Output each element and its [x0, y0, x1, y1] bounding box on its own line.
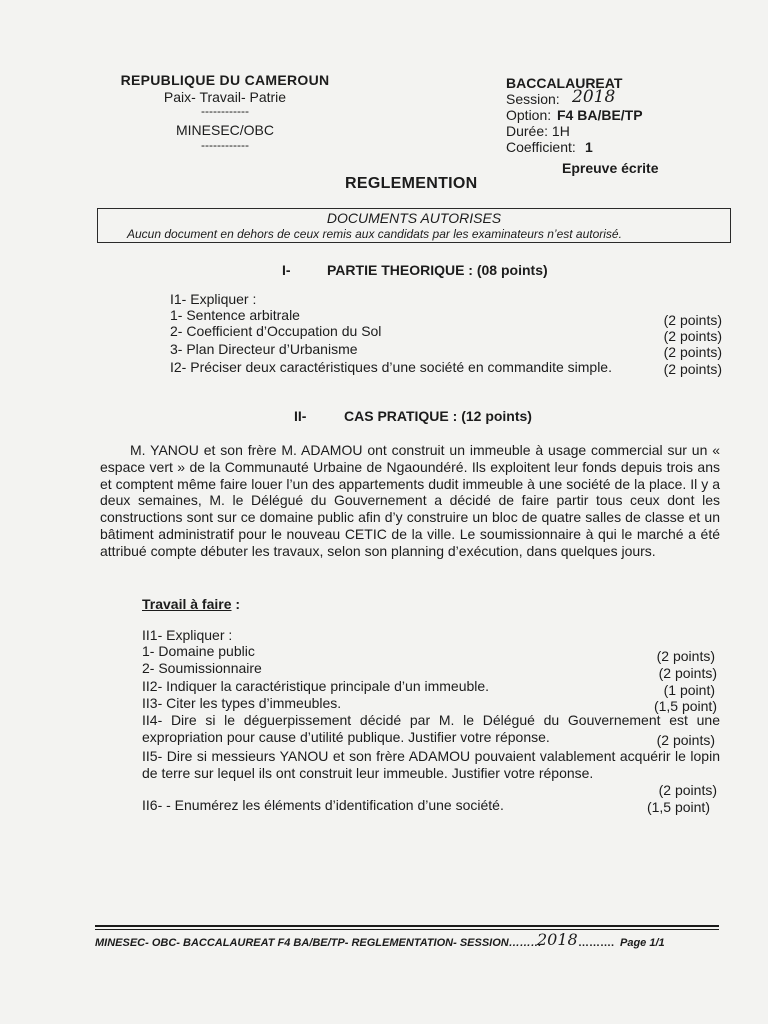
question-points: (1 point) [663, 682, 715, 698]
question-line: II1- Expliquer : [142, 627, 233, 643]
ministry-name: MINESEC/OBC [175, 122, 274, 138]
question-line: II4- Dire si le déguerpissement décidé par M. le Délégué du Gouvernement est une expropriation pour cause d’utilité publique. Justifier votre réponse. [142, 712, 720, 745]
question-line: II2- Indiquer la caractéristique principale d’un immeuble. [142, 678, 490, 694]
page-number: Page 1/1 [620, 937, 665, 949]
question-points: (2 points) [658, 782, 717, 798]
part1-number: I- [282, 262, 291, 278]
question-points: (2 points) [658, 665, 717, 681]
work-heading-label: Travail à faire [142, 596, 232, 612]
question-line: II3- Citer les types d’immeubles. [142, 695, 342, 711]
footer-year-handwritten: 2018 [537, 930, 578, 949]
part2-title: CAS PRATIQUE : (12 points) [344, 408, 532, 424]
work-heading-colon: : [231, 596, 241, 612]
question-points: (2 points) [663, 361, 722, 377]
exam-type: Epreuve écrite [562, 160, 659, 176]
question-line: 3- Plan Directeur d’Urbanisme [170, 341, 358, 357]
case-paragraph: M. YANOU et son frère M. ADAMOU ont construit un immeuble à usage commercial sur un « espace vert » de la Communauté Urbaine de Ngaoundéré. Ils exploitent leur fonds depuis trois ans et comptent même faire louer l’un des appartements dudit immeuble à une société de la place. Il y a deux semaines, M. le Délégué du Gouvernement a décidé de faire partir tous ceux dont les constructions sont sur ce domaine public afin d’y construire un bloc de quatre salles de classe et un bâtiment administratif pour le nouveau CETIC de la ville. Le soumissionnaire à qui le marché a été attribué compte débuter les travaux, selon son planning d’exécution, dans quelques jours. [100, 442, 720, 559]
question-points: (2 points) [656, 732, 715, 748]
question-line: II5- Dire si messieurs YANOU et son frère ADAMOU pouvaient valablement acquérir le lopin de terre sur lequel ils ont construit leur immeuble. Justifier votre réponse. [142, 748, 720, 781]
separator: ------------ [201, 138, 249, 152]
motto: Paix- Travail- Patrie [163, 89, 287, 105]
republic-name: REPUBLIQUE DU CAMEROUN [120, 72, 330, 88]
footer-rule [95, 925, 719, 927]
question-line: 2- Coefficient d’Occupation du Sol [170, 323, 382, 339]
question-line: I2- Préciser deux caractéristiques d’une société en commandite simple. [170, 359, 612, 375]
option-value: F4 BA/BE/TP [557, 107, 643, 123]
question-points: (1,5 point) [646, 799, 710, 815]
question-points: (1,5 point) [653, 698, 717, 714]
question-points: (2 points) [656, 648, 715, 664]
session-year-handwritten: 2018 [572, 87, 616, 107]
footer-rule [95, 929, 719, 930]
question-line: 1- Sentence arbitrale [170, 307, 300, 323]
part2-number: II- [294, 408, 307, 424]
coefficient-value: 1 [585, 139, 593, 155]
question-line: II6- - Enumérez les éléments d’identification d’une société. [142, 797, 504, 813]
question-points: (2 points) [663, 344, 722, 360]
page-title: REGLEMENTION [345, 175, 478, 192]
question-points: (2 points) [663, 312, 722, 328]
session-label: Session: [506, 91, 560, 107]
duration: Durée: 1H [506, 123, 570, 139]
part1-title: PARTIE THEORIQUE : (08 points) [327, 262, 548, 278]
question-points: (2 points) [663, 328, 722, 344]
coefficient-label: Coefficient: [506, 139, 576, 155]
question-line: 1- Domaine public [142, 643, 255, 659]
work-heading [142, 596, 240, 612]
footer-text: MINESEC- OBC- BACCALAUREAT F4 BA/BE/TP- REGLEMENTATION- SESSION……… [95, 937, 542, 949]
footer-dots: ………. [578, 937, 615, 949]
authorized-documents-text: Aucun document en dehors de ceux remis aux candidats par les examinateurs n’est autorisé. [127, 227, 622, 241]
separator: ------------ [201, 104, 249, 118]
authorized-documents-title: DOCUMENTS AUTORISES [326, 210, 502, 226]
question-line: 2- Soumissionnaire [142, 660, 262, 676]
option-label: Option: [506, 107, 552, 123]
question-line: I1- Expliquer : [170, 291, 257, 307]
exam-name: BACCALAUREAT [506, 75, 623, 91]
